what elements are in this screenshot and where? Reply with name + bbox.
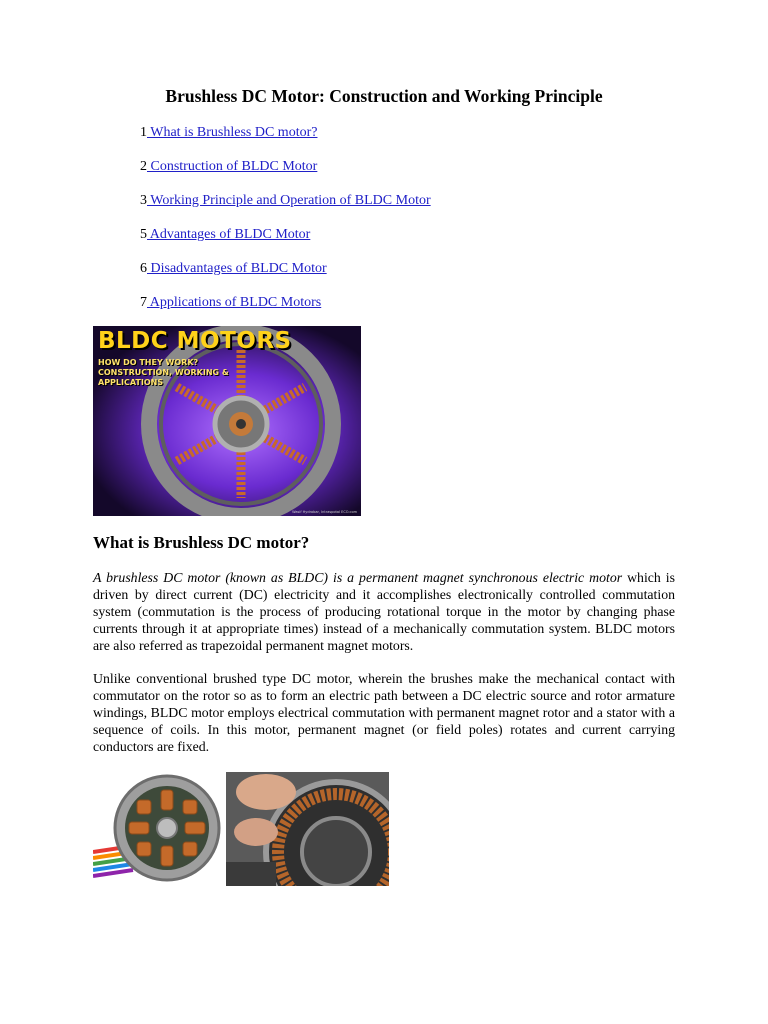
bldc-stator-photo <box>93 772 221 886</box>
toc-item <box>140 260 431 294</box>
hub-motor-illustration <box>226 772 389 886</box>
toc-item <box>140 192 431 226</box>
banner-subtitle: HOW DO THEY WORK? CONSTRUCTION, WORKING & APPLICATIONS <box>98 358 229 387</box>
toc-link-advantages[interactable]: Advantages of BLDC Motor <box>147 227 311 242</box>
toc-link-construction[interactable]: Construction of BLDC Motor <box>147 159 318 174</box>
paragraph-definition <box>93 570 675 655</box>
paragraph-comparison: Unlike conventional brushed type DC motor, wherein the brushes make the mechanical contact with commutator on the rotor so as to form an electric path between a DC electric source and rotor armature windings, BLDC motor employs electrical commutation with permanent magnet rotor and a stator with a sequence of coils. In this motor, permanent magnet (or field poles) rotates and current carrying conductors are fixed. <box>93 671 675 754</box>
toc-item <box>140 158 431 192</box>
toc-link-disadvantages[interactable]: Disadvantages of BLDC Motor <box>147 261 327 276</box>
bldc-hub-motor-photo <box>226 772 389 886</box>
toc-number: 7 <box>140 295 147 310</box>
toc-item <box>140 294 431 328</box>
banner-title: BLDC MOTORS <box>98 328 292 354</box>
toc-item <box>140 226 431 260</box>
toc-link-what-is-bldc[interactable]: What is Brushless DC motor? <box>147 125 318 140</box>
toc-link-applications[interactable]: Applications of BLDC Motors <box>147 295 322 310</box>
toc-number: 1 <box>140 125 147 140</box>
toc-link-working-principle[interactable]: Working Principle and Operation of BLDC Motor <box>147 193 431 208</box>
definition-text: which is driven by direct current (DC) electricity and it accomplishes electronically controlled commutation system (commutation is the process of producing rotational torque in the motor by changing phase currents through it at appropriate times) instead of a mechanically commutation system. BLDC motors are also referred as trapezoidal permanent magnet motors. <box>93 570 675 653</box>
motor-illustration <box>93 326 361 516</box>
toc-number: 2 <box>140 159 147 174</box>
section-heading: What is Brushless DC motor? <box>93 533 310 552</box>
bldc-motors-banner-image <box>93 326 361 516</box>
toc-number: 3 <box>140 193 147 208</box>
stator-illustration <box>93 772 221 886</box>
definition-italic: A brushless DC motor (known as BLDC) is a permanent magnet synchronous electric motor <box>93 570 623 585</box>
table-of-contents <box>140 124 431 328</box>
page-title: Brushless DC Motor: Construction and Working Principle <box>165 86 603 106</box>
toc-item <box>140 124 431 158</box>
banner-credit: Wasif Hydrobar, Intraspotal ECO.com <box>292 510 357 514</box>
toc-number: 5 <box>140 227 147 242</box>
toc-number: 6 <box>140 261 147 276</box>
